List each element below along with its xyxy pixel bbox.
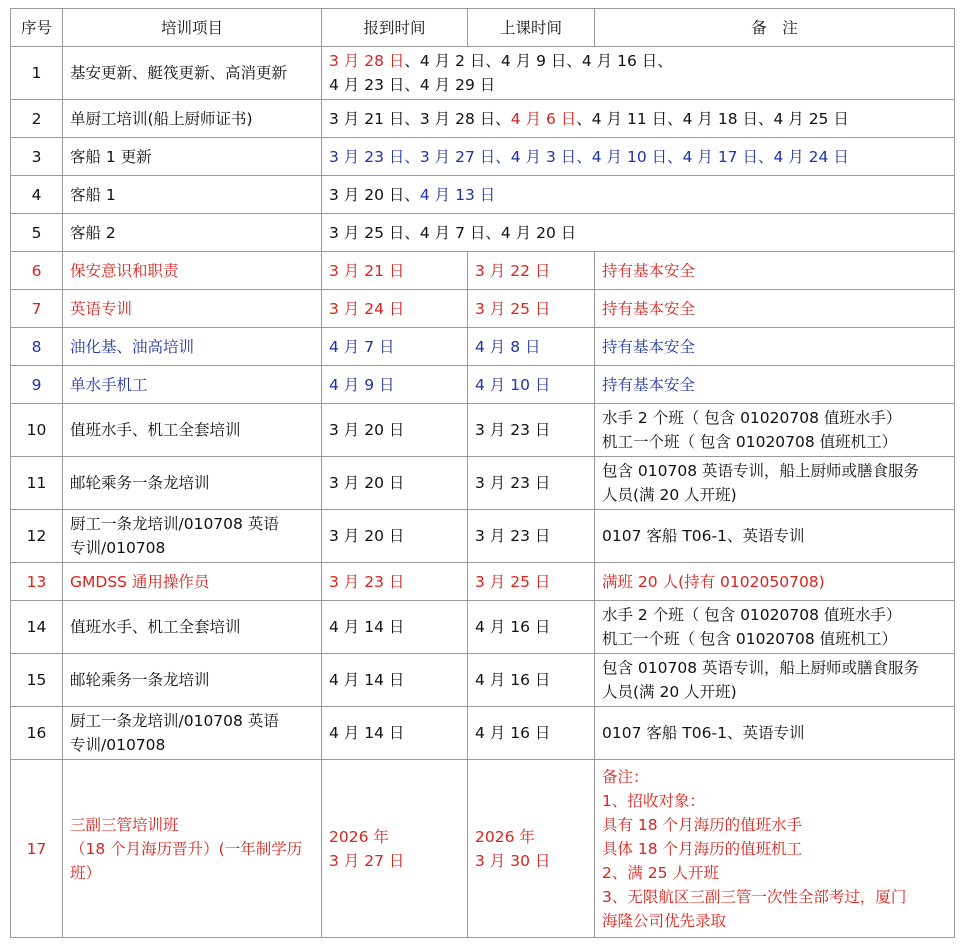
date-segment: 3 月 20 日、 [329,185,420,204]
table-row [11,707,955,760]
class-time: 4 月 16 日 [468,601,595,654]
row-number: 7 [11,290,63,328]
report-time: 4 月 14 日 [322,654,468,707]
table-row [11,328,955,366]
note: 包含 010708 英语专训，船上厨师或膳食服务 人员(满 20 人开班) [595,654,955,707]
header-project: 培训项目 [63,9,322,47]
row-number: 2 [11,100,63,138]
date-list [322,100,955,138]
note: 0107 客船 T06-1、英语专训 [595,510,955,563]
note: 持有基本安全 [595,328,955,366]
date-segment: 、4 月 11 日、4 月 18 日、4 月 25 日 [576,109,849,128]
class-time: 3 月 25 日 [468,563,595,601]
row-number: 14 [11,601,63,654]
note: 满班 20 人(持有 0102050708) [595,563,955,601]
row-number: 5 [11,214,63,252]
project-name: 邮轮乘务一条龙培训 [63,457,322,510]
project-name: 保安意识和职责 [63,252,322,290]
project-name: 值班水手、机工全套培训 [63,601,322,654]
date-segment: 3 月 21 日、3 月 28 日、 [329,109,511,128]
row-number: 11 [11,457,63,510]
training-schedule-table [10,8,955,938]
row-number: 13 [11,563,63,601]
row-number: 10 [11,404,63,457]
table-row [11,366,955,404]
report-time: 3 月 23 日 [322,563,468,601]
project-name: GMDSS 通用操作员 [63,563,322,601]
table-row [11,404,955,457]
report-time: 3 月 20 日 [322,404,468,457]
table-row [11,252,955,290]
row-number: 3 [11,138,63,176]
row-number: 4 [11,176,63,214]
date-list [322,47,955,100]
row-number: 8 [11,328,63,366]
header-class-time: 上课时间 [468,9,595,47]
row-number: 1 [11,47,63,100]
date-segment: 、4 月 2 日、4 月 9 日、4 月 16 日、 [404,52,673,70]
project-name: 客船 2 [63,214,322,252]
class-time: 4 月 8 日 [468,328,595,366]
report-time: 4 月 14 日 [322,601,468,654]
class-time: 4 月 10 日 [468,366,595,404]
table-row [11,176,955,214]
class-time: 2026 年 3 月 30 日 [468,760,595,938]
table-row [11,760,955,938]
project-name: 客船 1 [63,176,322,214]
header-no: 序号 [11,9,63,47]
date-list [322,138,955,176]
project-name: 邮轮乘务一条龙培训 [63,654,322,707]
note: 持有基本安全 [595,290,955,328]
table-row [11,601,955,654]
project-name: 客船 1 更新 [63,138,322,176]
date-segment: 4 月 6 日 [510,109,577,128]
project-name: 基安更新、艇筏更新、高消更新 [63,47,322,100]
table-row [11,138,955,176]
project-name: 英语专训 [63,290,322,328]
date-list [322,176,955,214]
date-segment: 3 月 23 日、3 月 27 日、4 月 3 日、4 月 10 日、4 月 17 日、4 月 24 日 [329,147,849,166]
project-name: 三副三管培训班 （18 个月海历晋升）(一年制学历 班） [63,760,322,938]
table-row [11,214,955,252]
row-number: 9 [11,366,63,404]
project-name: 单水手机工 [63,366,322,404]
row-number: 15 [11,654,63,707]
report-time: 3 月 20 日 [322,510,468,563]
table-row [11,654,955,707]
row-number: 16 [11,707,63,760]
note: 备注： 1、招收对象： 具有 18 个月海历的值班水手 具体 18 个月海历的值班机工 2、满 25 人开班 3、无限航区三副三管一次性全部考过，厦门 海隆公司优先录取 [595,760,955,938]
project-name: 油化基、油高培训 [63,328,322,366]
class-time: 3 月 23 日 [468,457,595,510]
table-row [11,563,955,601]
class-time: 3 月 23 日 [468,404,595,457]
report-time: 3 月 20 日 [322,457,468,510]
table-row [11,100,955,138]
class-time: 3 月 23 日 [468,510,595,563]
date-segment: 4 月 23 日、4 月 29 日 [329,76,496,94]
table-row [11,457,955,510]
report-time: 3 月 24 日 [322,290,468,328]
header-note: 备 注 [595,9,955,47]
project-name: 单厨工培训(船上厨师证书) [63,100,322,138]
note: 水手 2 个班（ 包含 01020708 值班水手） 机工一个班（ 包含 01020708 值班机工） [595,404,955,457]
project-name: 厨工一条龙培训/010708 英语 专训/010708 [63,707,322,760]
table-row [11,290,955,328]
table-row [11,47,955,100]
report-time: 4 月 7 日 [322,328,468,366]
note: 包含 010708 英语专训，船上厨师或膳食服务 人员(满 20 人开班) [595,457,955,510]
project-name: 厨工一条龙培训/010708 英语 专训/010708 [63,510,322,563]
report-time: 4 月 14 日 [322,707,468,760]
header-row [11,9,955,47]
note: 水手 2 个班（ 包含 01020708 值班水手） 机工一个班（ 包含 01020708 值班机工） [595,601,955,654]
date-list [322,214,955,252]
class-time: 4 月 16 日 [468,707,595,760]
header-report-time: 报到时间 [322,9,468,47]
class-time: 4 月 16 日 [468,654,595,707]
row-number: 17 [11,760,63,938]
date-segment: 3 月 28 日 [329,52,405,70]
row-number: 12 [11,510,63,563]
date-segment: 3 月 25 日、4 月 7 日、4 月 20 日 [329,223,577,242]
table-row [11,510,955,563]
date-segment: 4 月 13 日 [419,185,496,204]
project-name: 值班水手、机工全套培训 [63,404,322,457]
class-time: 3 月 22 日 [468,252,595,290]
class-time: 3 月 25 日 [468,290,595,328]
note: 持有基本安全 [595,366,955,404]
report-time: 3 月 21 日 [322,252,468,290]
report-time: 2026 年 3 月 27 日 [322,760,468,938]
report-time: 4 月 9 日 [322,366,468,404]
note: 持有基本安全 [595,252,955,290]
row-number: 6 [11,252,63,290]
note: 0107 客船 T06-1、英语专训 [595,707,955,760]
